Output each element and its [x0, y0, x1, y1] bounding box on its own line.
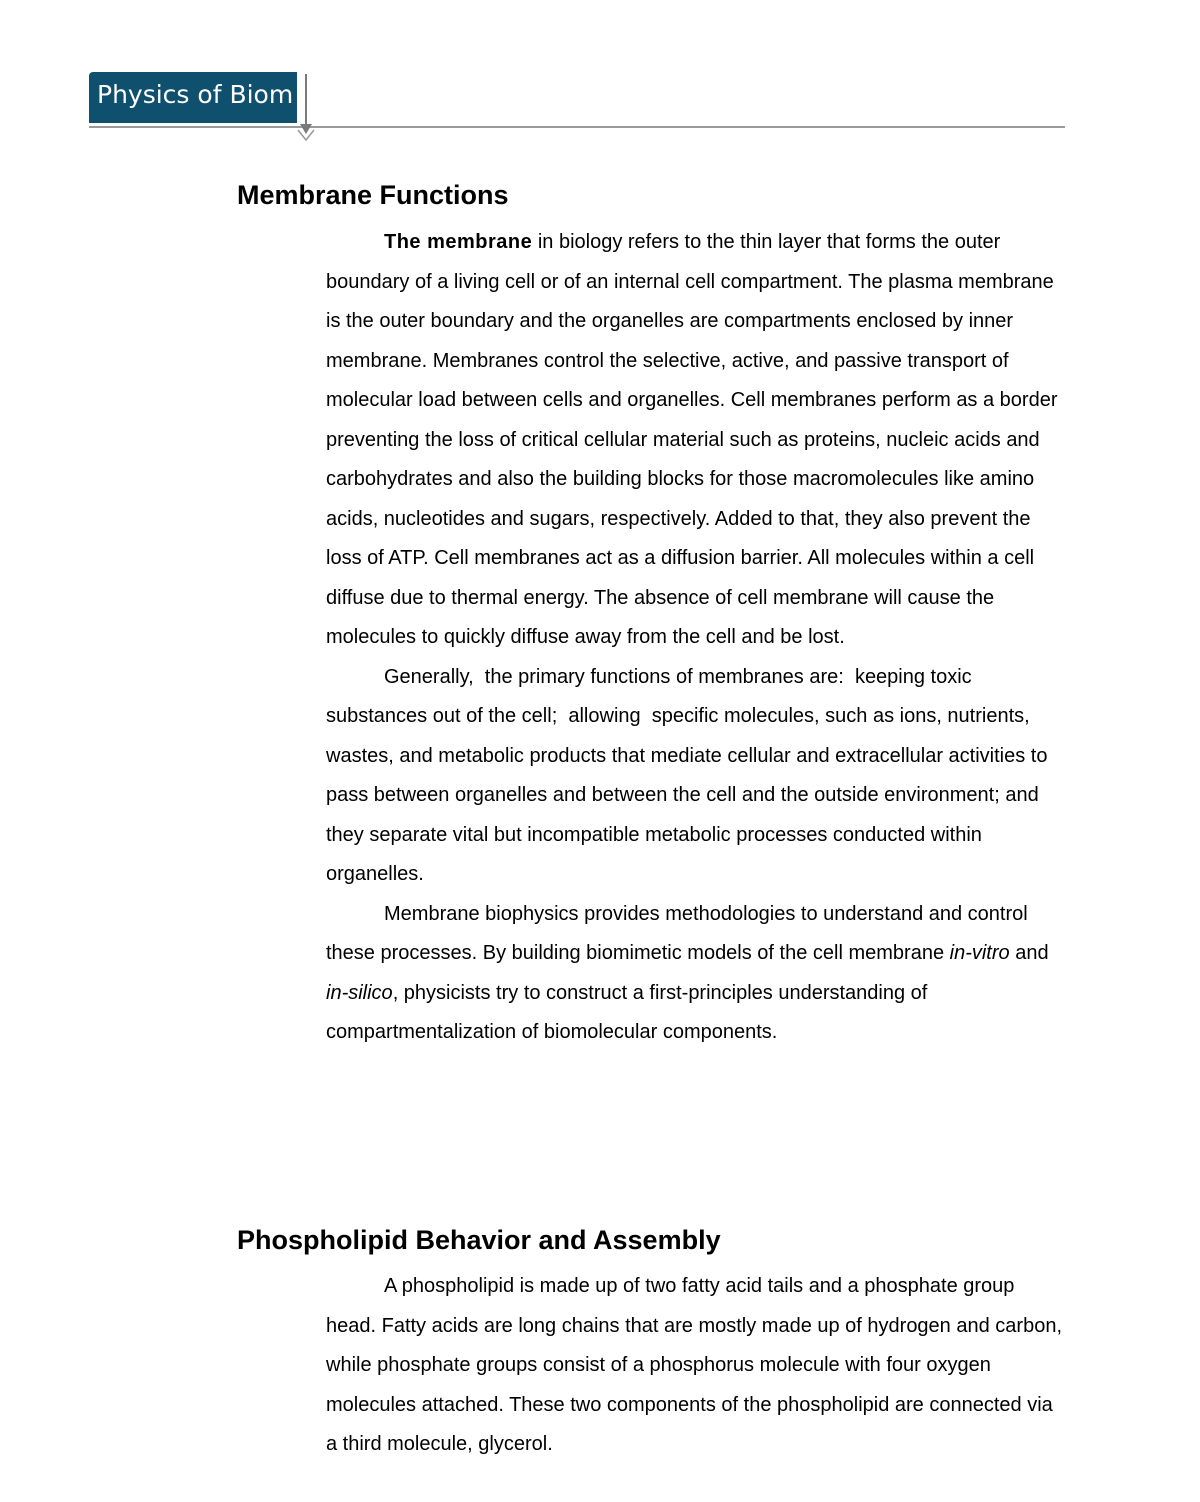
paragraph-text: Membrane biophysics provides methodologies to understand and control these processes. By building biomimetic models of the cell membrane — [326, 902, 1028, 964]
arrow-down-icon — [296, 72, 316, 144]
header-tab — [89, 72, 297, 123]
section-body-membrane-functions — [326, 223, 1068, 1053]
italic-term: in-silico — [326, 981, 393, 1004]
paragraph-text: in biology refers to the thin layer that forms the outer boundary of a living cell or of an internal cell compartment. The plasma membrane is the outer boundary and the organelles are compartments enclosed by inner membrane. Membranes control the selective, active, and passive transport of molecular load between cells and organelles. Cell membranes perform as a border preventing the loss of critical cellular material such as proteins, nucleic acids and carbohydrates and also the building blocks for those macromolecules like amino acids, nucleotides and sugars, respectively. Added to that, they also prevent the loss of ATP. Cell membranes act as a diffusion barrier. All molecules within a cell diffuse due to thermal energy. The absence of cell membrane will cause the molecules to quickly diffuse away from the cell and be lost. — [326, 231, 1058, 648]
paragraph-text: , physicists try to construct a first-principles understanding of compartmentalization of biomolecular components. — [326, 981, 928, 1043]
italic-term: in-vitro — [949, 942, 1010, 964]
section-heading-phospholipid-behavior: Phospholipid Behavior and Assembly — [237, 1225, 721, 1255]
paragraph — [326, 1267, 1068, 1465]
bold-lead-term: The membrane — [384, 231, 533, 253]
paragraph — [326, 658, 1068, 895]
section-heading-membrane-functions: Membrane Functions — [237, 180, 509, 210]
paragraph-text: A phospholipid is made up of two fatty acid tails and a phosphate group head. Fatty acids are long chains that are mostly made up of hydrogen and carbon, while phosphate groups consist of a phosphorus molecule with four oxygen molecules attached. These two components of the phospholipid are connected via a third molecule, glycerol. — [326, 1275, 1062, 1455]
header-divider — [89, 126, 1065, 128]
paragraph — [326, 895, 1068, 1053]
paragraph-text: Generally, the primary functions of membranes are: keeping toxic substances out of the cell; allowing specific molecules, such as ions, nutrients, wastes, and metabolic products that mediate cellular and extracellular activities to pass between organelles and between the cell and the outside environment; and they separate vital but incompatible metabolic processes conducted within organelles. — [326, 665, 1054, 885]
paragraph — [326, 223, 1068, 658]
paragraph-text: and — [1009, 942, 1049, 964]
section-body-phospholipid-behavior — [326, 1267, 1068, 1465]
document-title: Physics of Biom — [97, 80, 294, 109]
